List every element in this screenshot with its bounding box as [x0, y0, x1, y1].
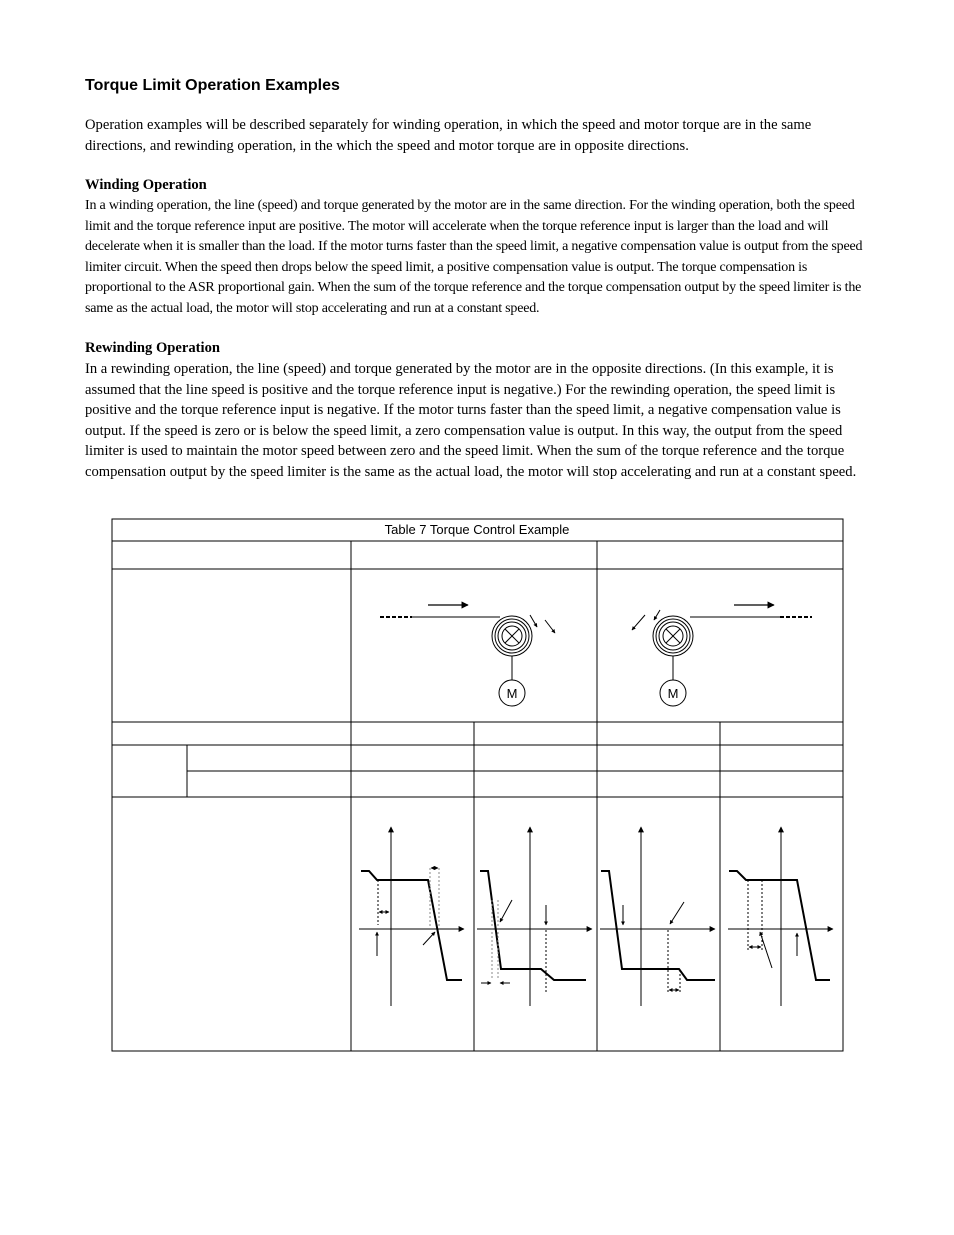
- torque-speed-graph-4: [728, 827, 833, 1006]
- motor-label-winding: M: [506, 686, 518, 701]
- table-grid: [112, 519, 843, 1051]
- table-caption: Table 7 Torque Control Example: [384, 522, 570, 537]
- winding-illustration: [380, 605, 555, 706]
- rewinding-heading: Rewinding Operation: [85, 340, 221, 356]
- torque-speed-graph-2: [477, 827, 592, 1006]
- torque-speed-graph-3: [600, 827, 715, 1006]
- intro-paragraph: Operation examples will be described separately for winding operation, in which the speed and motor torque are in the same directions, and rewinding operation, in the which the speed and motor torque are in opposite directions.: [85, 117, 812, 154]
- winding-paragraph: In a winding operation, the line (speed) and torque generated by the motor are in the same direction. For the winding operation, both the speed limit and the torque reference input are positive. The motor will accelerate when the torque reference input is larger than the load and will decelerate when it is smaller than the load. If the motor turns faster than the speed limit, a negative compensation value is output from the speed limiter circuit. When the speed then drops below the speed limit, a positive compensation value is output. The torque compensation is proportional to the ASR proportional gain. When the sum of the torque reference and the torque compensation output by the speed limiter is the same as the actual load, the motor will stop accelerating and run at a constant speed.: [85, 198, 863, 316]
- motor-label-rewinding: M: [667, 686, 679, 701]
- section-title: Torque Limit Operation Examples: [85, 77, 340, 94]
- rewinding-illustration: [632, 605, 812, 706]
- rewinding-paragraph: In a rewinding operation, the line (speed) and torque generated by the motor are in the opposite directions. (In this example, it is assumed that the line speed is positive and the torque reference input is negative.) For the rewinding operation, the speed limit is positive and the torque reference input is negative. If the motor turns faster than the speed limit, a negative compensation value is output. If the speed is zero or is below the speed limit, a zero compensation value is output. In this way, the output from the speed limiter is used to maintain the motor speed between zero and the speed limit. When the sum of the torque reference and the torque compensation output by the speed limiter is the same as the actual load, the motor will stop accelerating and run at a constant speed.: [85, 361, 857, 480]
- torque-speed-graph-1: [359, 827, 464, 1006]
- winding-heading: Winding Operation: [85, 177, 207, 193]
